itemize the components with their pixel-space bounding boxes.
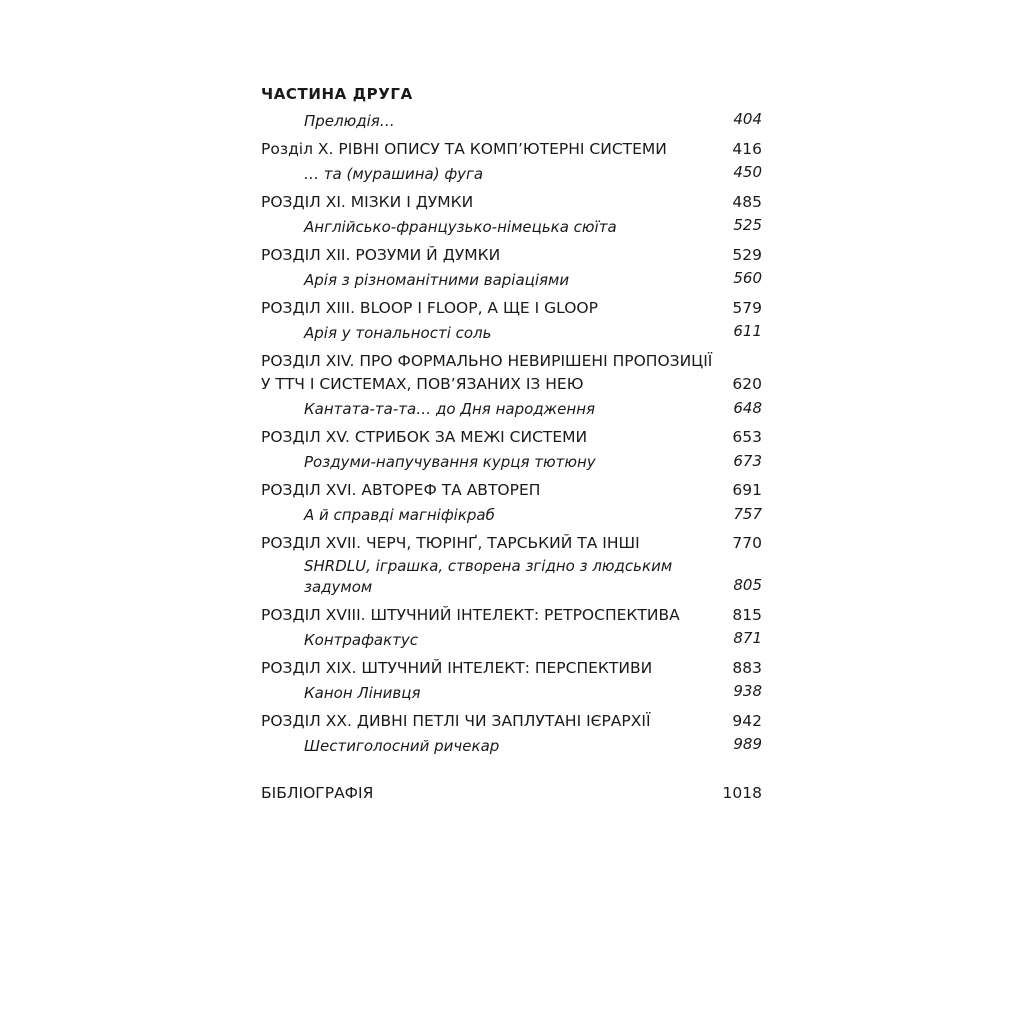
toc-entry-title: … та (мурашина) фуга	[304, 164, 484, 183]
toc-entry-title: РОЗДІЛ XX. ДИВНІ ПЕТЛІ ЧИ ЗАПЛУТАНІ ІЄРАРХІЇ	[261, 711, 651, 730]
toc-entry-title: РОЗДІЛ XVI. АВТОРЕФ ТА АВТОРЕП	[261, 481, 541, 499]
toc-entry-chapter	[261, 710, 762, 734]
toc-entry-chapter	[261, 297, 762, 321]
toc-entry-page: 942	[732, 711, 762, 730]
toc-entry-title: Англійсько-французько-німецька сюїта	[304, 217, 617, 236]
toc-entry-page: 485	[732, 192, 762, 211]
toc-entry-interlude	[261, 503, 762, 527]
toc-entry-title: Арія з різноманітними варіаціями	[304, 270, 570, 289]
toc-entry-title: РОЗДІЛ XIII. BLOOP І FLOOP, А ЩЕ І GLOOP	[261, 298, 598, 317]
toc-entry-interlude	[261, 556, 762, 598]
toc-entry-interlude	[261, 627, 762, 651]
toc-entry-page: 805	[733, 576, 762, 594]
toc-entry-chapter	[261, 350, 762, 397]
toc-entry-page: 560	[733, 269, 762, 287]
toc-entry-page: 989	[733, 735, 762, 753]
toc-entry-chapter	[261, 138, 762, 162]
toc-entry-interlude	[261, 450, 762, 474]
toc-entry-page: 673	[733, 451, 762, 470]
toc-entry-interlude	[261, 680, 762, 704]
toc-entry-title: SHRDLU, іграшка, створена згідно з людським задумом	[304, 556, 673, 596]
toc-entry-interlude	[261, 214, 762, 238]
toc-entry-title: Шестиголосний ричекар	[304, 736, 500, 755]
toc-entry-page: 770	[732, 534, 762, 552]
toc-entry-title: Розділ X. РІВНІ ОПИСУ ТА КОМП’ЮТЕРНІ СИСТЕМИ	[261, 139, 667, 158]
toc-entry-title: РОЗДІЛ XIV. ПРО ФОРМАЛЬНО НЕВИРІШЕНІ ПРОПОЗИЦІЇ У ТТЧ І СИСТЕМАХ, ПОВ’ЯЗАНИХ ІЗ НЕЮ	[261, 351, 713, 393]
toc-entry-title: РОЗДІЛ XI. МІЗКИ І ДУМКИ	[261, 192, 474, 211]
toc-entry-page: 611	[733, 322, 762, 340]
toc-entry-title: РОЗДІЛ XVII. ЧЕРЧ, ТЮРІНҐ, ТАРСЬКИЙ ТА ІНШІ	[261, 534, 640, 552]
toc-entry-chapter	[261, 479, 762, 503]
toc-entry-page: 404	[733, 110, 762, 128]
toc-entry-page: 815	[732, 605, 762, 624]
toc-entry-interlude	[261, 320, 762, 344]
table-of-contents	[261, 82, 762, 805]
toc-entry-title: Контрафактус	[304, 630, 419, 649]
toc-entry-page: 525	[733, 216, 762, 234]
toc-entry-chapter	[261, 532, 762, 556]
toc-entry-chapter	[261, 426, 762, 450]
toc-entry-chapter	[261, 657, 762, 681]
toc-entry-interlude	[261, 108, 762, 132]
part-title: ЧАСТИНА ДРУГА	[261, 85, 413, 103]
toc-entry-bibliography	[261, 782, 762, 806]
toc-entry-page: 691	[732, 481, 762, 499]
toc-entry-page: 883	[732, 658, 762, 677]
toc-entry-page: 529	[732, 245, 762, 264]
toc-entry-title: РОЗДІЛ XV. СТРИБОК ЗА МЕЖІ СИСТЕМИ	[261, 428, 588, 446]
toc-entry-chapter	[261, 191, 762, 215]
toc-entry-interlude	[261, 161, 762, 185]
toc-entry-title: Канон Лінивця	[304, 683, 421, 702]
toc-entry-chapter	[261, 244, 762, 268]
toc-entry-interlude	[261, 267, 762, 291]
toc-list	[261, 108, 762, 757]
toc-entry-chapter	[261, 604, 762, 628]
toc-entry-page: 757	[733, 504, 762, 523]
toc-entry-page: 416	[732, 139, 762, 158]
toc-entry-title: Роздуми-напучування курця тютюну	[304, 453, 596, 471]
toc-entry-page: 648	[733, 398, 762, 417]
toc-entry-title: Кантата-та-та… до Дня народження	[304, 400, 596, 418]
toc-entry-page: 1018	[722, 783, 762, 802]
toc-entry-title: РОЗДІЛ XIX. ШТУЧНИЙ ІНТЕЛЕКТ: ПЕРСПЕКТИВИ	[261, 658, 653, 677]
toc-entry-title: А й справді магніфікраб	[304, 506, 495, 524]
toc-entry-title: Арія у тональності соль	[304, 323, 492, 342]
toc-entry-title: Прелюдія…	[304, 111, 395, 130]
toc-entry-page: 579	[732, 298, 762, 317]
toc-entry-title: РОЗДІЛ XII. РОЗУМИ Й ДУМКИ	[261, 245, 501, 264]
toc-entry-page: 620	[732, 375, 762, 393]
toc-entry-interlude	[261, 733, 762, 757]
toc-entry-page: 450	[733, 163, 762, 181]
toc-entry-title: БІБЛІОГРАФІЯ	[261, 783, 374, 802]
toc-entry-title: РОЗДІЛ XVIII. ШТУЧНИЙ ІНТЕЛЕКТ: РЕТРОСПЕКТИВА	[261, 605, 680, 624]
toc-entry-page: 871	[733, 629, 762, 647]
toc-entry-page: 653	[732, 428, 762, 446]
toc-entry-page: 938	[733, 682, 762, 700]
toc-entry-interlude	[261, 397, 762, 421]
